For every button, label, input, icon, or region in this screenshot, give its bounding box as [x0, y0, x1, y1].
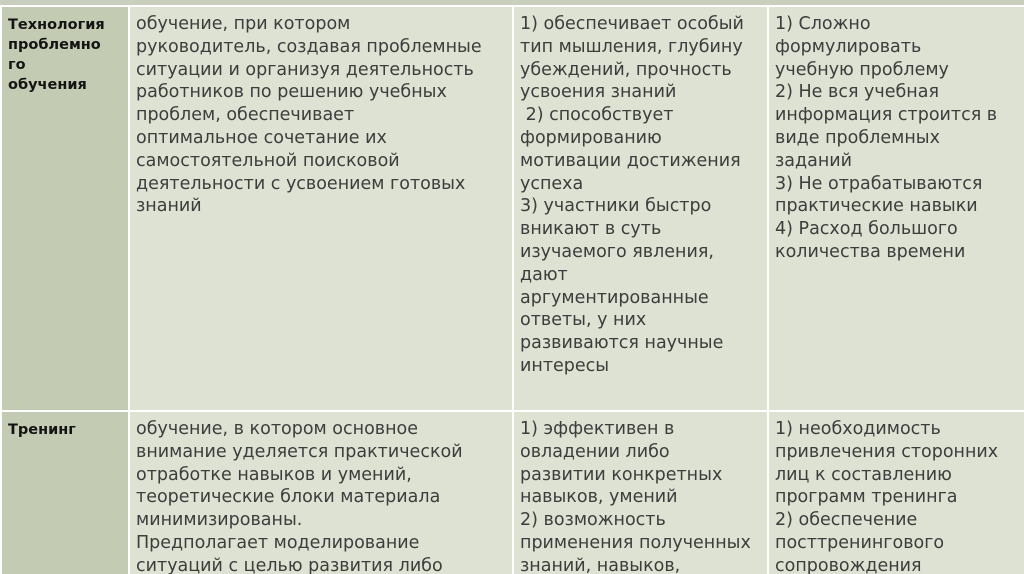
text-line: информация строится в	[775, 105, 998, 126]
text-line: посттренингового	[775, 532, 945, 553]
text-line: знаний	[136, 196, 202, 217]
text-line: 2) возможность	[520, 510, 666, 531]
text-line: обучение, в котором основное	[136, 419, 419, 439]
text-line: ответы, у них	[520, 310, 647, 331]
text-line: аргументированные	[520, 287, 709, 308]
text-line: знаний, навыков,	[520, 555, 681, 574]
text-line: проблемно	[8, 37, 101, 53]
advantages-text	[520, 418, 763, 574]
text-line: 2) обеспечение	[775, 510, 918, 531]
text-line: тип мышления, глубину	[520, 36, 743, 57]
text-line: отработке навыков и умений,	[136, 464, 412, 485]
text-line: лиц к составлению	[775, 464, 952, 485]
text-line: вникают в суть	[520, 219, 662, 240]
text-line: обучение, при котором	[136, 14, 351, 34]
text-line: Предполагает моделирование	[136, 532, 420, 553]
text-line: оптимальное сочетание их	[136, 127, 387, 148]
text-line: мотивации достижения	[520, 150, 741, 171]
text-line: виде проблемных	[775, 127, 940, 148]
text-line: развиваются научные	[520, 333, 724, 354]
text-line: 3) Не отрабатываются	[775, 173, 983, 194]
row-header-text	[8, 420, 124, 440]
text-line: учебную проблему	[775, 59, 949, 80]
disadvantages-cell	[768, 6, 1024, 411]
text-line: деятельности с усвоением готовых	[136, 173, 466, 194]
text-line: го	[8, 57, 26, 73]
row-header-cell	[1, 6, 129, 411]
text-line: практические навыки	[775, 196, 978, 217]
row-header-cell	[1, 411, 129, 574]
comparison-table	[0, 5, 1024, 574]
text-line: количества времени	[775, 241, 966, 262]
advantages-cell	[513, 411, 768, 574]
text-line: развитии конкретных	[520, 464, 723, 485]
text-line: Тренинг	[8, 422, 76, 438]
text-line: 1) необходимость	[775, 419, 941, 439]
advantages-text	[520, 13, 763, 378]
text-line: теоретические блоки материала	[136, 487, 441, 508]
disadvantages-text	[775, 13, 1020, 264]
text-line: 4) Расход большого	[775, 219, 958, 240]
text-line: овладении либо	[520, 441, 670, 462]
text-line: минимизированы.	[136, 510, 303, 531]
text-line: применения полученных	[520, 532, 751, 553]
text-line: руководитель, создавая проблемные	[136, 36, 482, 57]
text-line: обучения	[8, 77, 87, 93]
text-line: изучаемого явления,	[520, 241, 714, 262]
text-line: формированию	[520, 127, 662, 148]
definition-cell	[129, 6, 513, 411]
text-line: привлечения сторонних	[775, 441, 999, 462]
disadvantages-cell	[768, 411, 1024, 574]
text-line: 1) Сложно	[775, 14, 871, 34]
advantages-cell	[513, 6, 768, 411]
definition-cell	[129, 411, 513, 574]
table-row	[1, 6, 1024, 411]
disadvantages-text	[775, 418, 1020, 574]
text-line: работников по решению учебных	[136, 82, 447, 103]
text-line: сопровождения	[775, 555, 922, 574]
text-line: интересы	[520, 355, 610, 376]
definition-text	[136, 418, 508, 574]
text-line: ситуации и организуя деятельность	[136, 59, 474, 80]
row-header-text	[8, 15, 124, 95]
text-line: Технология	[8, 17, 105, 33]
text-line: проблем, обеспечивает	[136, 105, 355, 126]
text-line: 1) эффективен в	[520, 419, 675, 439]
text-line: усвоения знаний	[520, 82, 677, 103]
text-line: программ тренинга	[775, 487, 958, 508]
text-line: успеха	[520, 173, 584, 194]
text-line: 2) способствует	[520, 105, 674, 126]
definition-text	[136, 13, 508, 218]
text-line: формулировать	[775, 36, 922, 57]
text-line: ситуаций с целью развития либо	[136, 555, 443, 574]
table-row	[1, 411, 1024, 574]
text-line: заданий	[775, 150, 853, 171]
text-line: дают	[520, 264, 568, 285]
text-line: убеждений, прочность	[520, 59, 732, 80]
text-line: 3) участники быстро	[520, 196, 712, 217]
text-line: самостоятельной поисковой	[136, 150, 400, 171]
text-line: 2) Не вся учебная	[775, 82, 939, 103]
text-line: навыков, умений	[520, 487, 678, 508]
text-line: внимание уделяется практической	[136, 441, 463, 462]
text-line: 1) обеспечивает особый	[520, 14, 744, 34]
